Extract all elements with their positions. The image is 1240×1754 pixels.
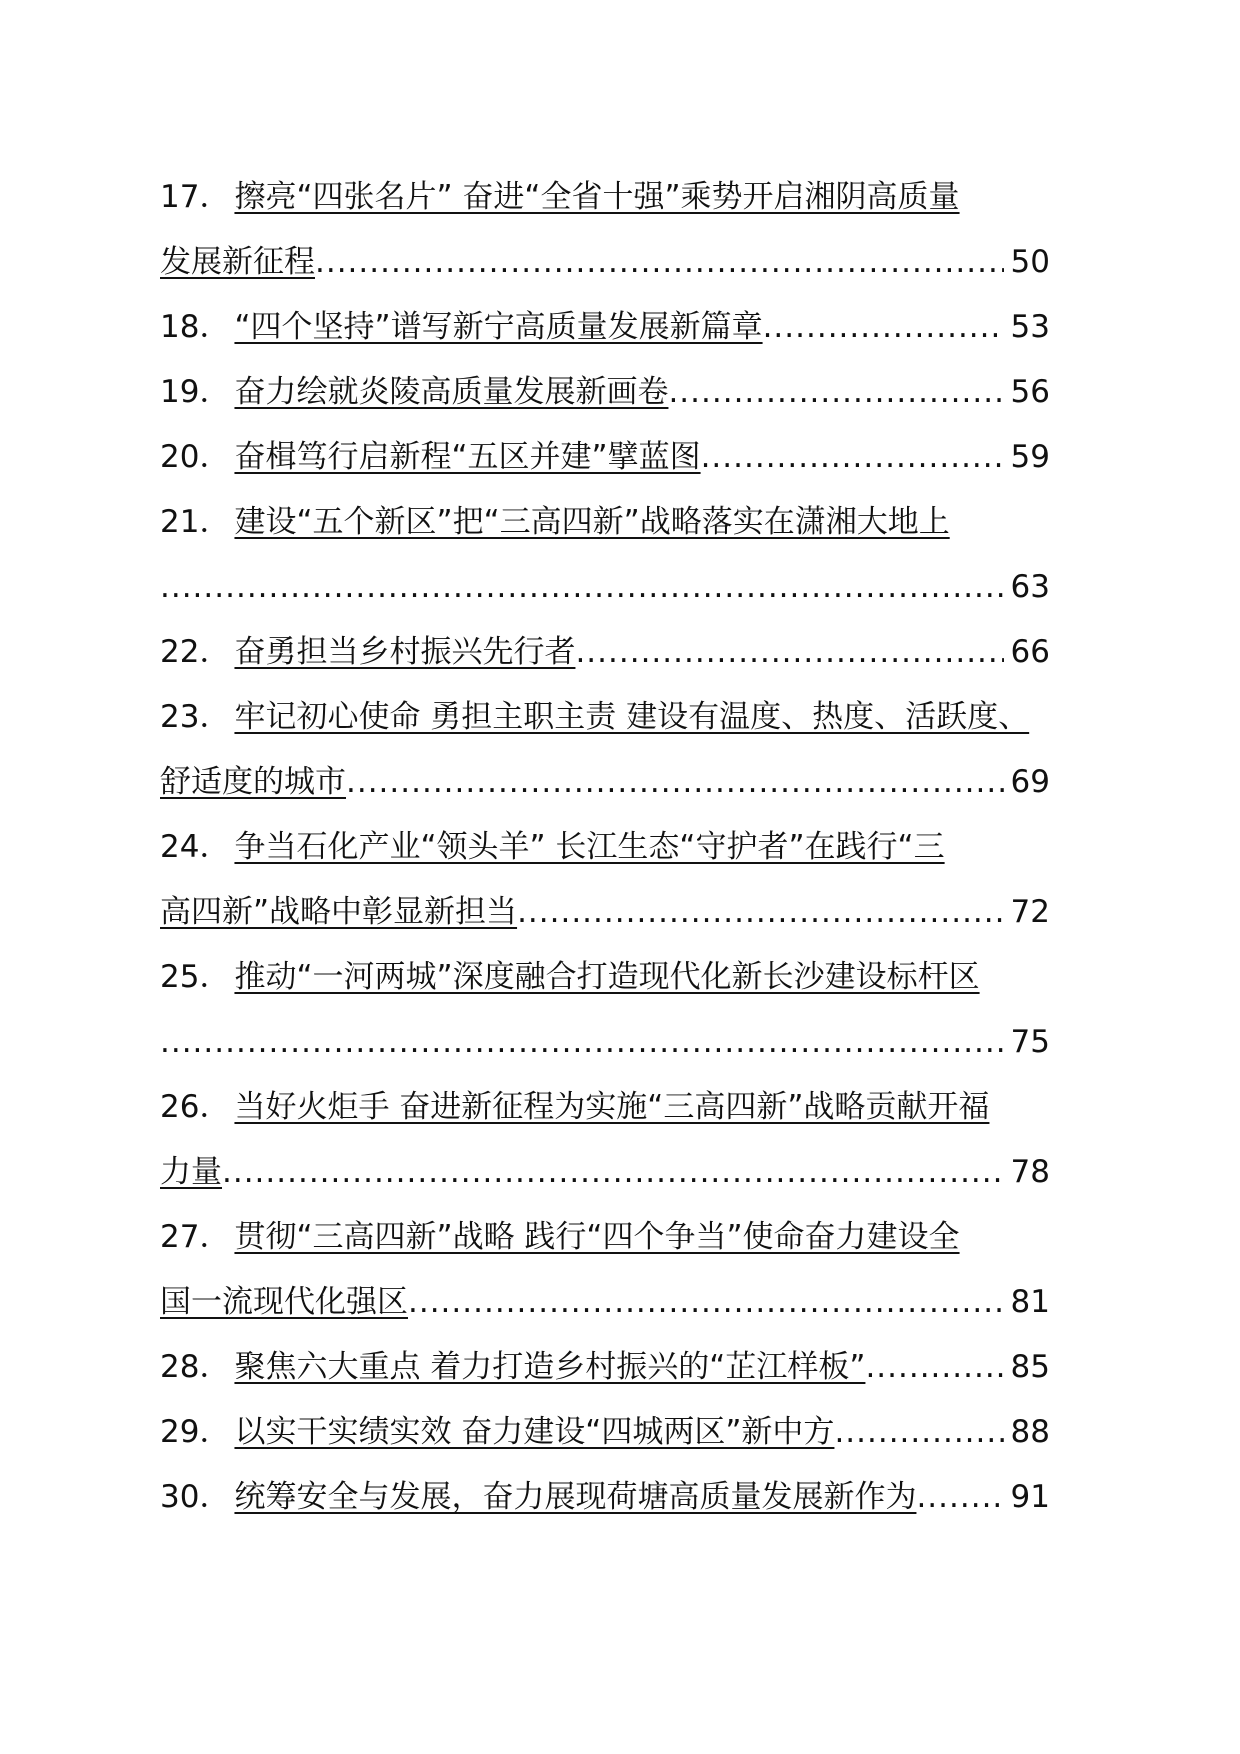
dot-leader <box>763 295 1004 360</box>
toc-entry-line <box>160 230 1050 295</box>
toc-entry-title[interactable]: 当好火炬手 奋进新征程为实施“三高四新”战略贡献开福 <box>234 1089 990 1125</box>
toc-entry-title[interactable]: 聚焦六大重点 着力打造乡村振兴的“芷江样板” <box>234 1349 866 1385</box>
toc-entry-line <box>160 295 1050 360</box>
toc-entry-page: 63 <box>1010 569 1050 605</box>
toc-entry-23[interactable] <box>160 685 1120 815</box>
toc-entry-page: 59 <box>1010 439 1050 475</box>
toc-entry-page: 91 <box>1010 1479 1050 1515</box>
toc-entry-page: 56 <box>1010 374 1050 410</box>
toc-entry-line <box>160 750 1050 815</box>
toc-entry-28[interactable] <box>160 1335 1120 1400</box>
toc-entry-title[interactable]: 奋楫笃行启新程“五区并建”擘蓝图 <box>234 439 701 475</box>
dot-leader <box>834 1400 1004 1465</box>
toc-entry-number: 23． <box>160 699 231 735</box>
toc-entry-line <box>160 685 1120 750</box>
toc-entry-number: 25． <box>160 959 231 995</box>
toc-entry-page: 78 <box>1010 1154 1050 1190</box>
toc-entry-line <box>160 425 1050 490</box>
dot-leader <box>160 1010 1004 1075</box>
dot-leader <box>517 880 1004 945</box>
toc-entry-line <box>160 1465 1050 1530</box>
toc-entry-number: 22． <box>160 634 231 670</box>
dot-leader <box>408 1270 1004 1335</box>
toc-entry-20[interactable] <box>160 425 1120 490</box>
toc-entry-page: 69 <box>1010 764 1050 800</box>
table-of-contents <box>160 165 1120 1530</box>
toc-entry-title[interactable]: 奋勇担当乡村振兴先行者 <box>234 634 576 670</box>
toc-entry-page: 75 <box>1010 1024 1050 1060</box>
toc-entry-number: 19． <box>160 374 231 410</box>
toc-entry-line <box>160 620 1050 685</box>
toc-entry-title[interactable]: 建设“五个新区”把“三高四新”战略落实在潇湘大地上 <box>234 504 950 540</box>
toc-entry-title[interactable]: 以实干实绩实效 奋力建设“四城两区”新中方 <box>234 1414 835 1450</box>
toc-entry-number: 26． <box>160 1089 231 1125</box>
dot-leader <box>222 1140 1004 1205</box>
toc-entry-line <box>160 1335 1050 1400</box>
toc-entry-number: 29． <box>160 1414 231 1450</box>
toc-entry-line <box>160 165 1120 230</box>
toc-entry-line <box>160 1270 1050 1335</box>
toc-entry-line <box>160 1140 1050 1205</box>
toc-entry-line <box>160 360 1050 425</box>
toc-entry-page: 81 <box>1010 1284 1050 1320</box>
dot-leader <box>916 1465 1004 1530</box>
toc-entry-title[interactable]: 贯彻“三高四新”战略 践行“四个争当”使命奋力建设全 <box>234 1219 960 1255</box>
toc-entry-number: 27． <box>160 1219 231 1255</box>
toc-entry-29[interactable] <box>160 1400 1120 1465</box>
toc-entry-number: 17． <box>160 179 231 215</box>
toc-entry-number: 20． <box>160 439 231 475</box>
toc-entry-30[interactable] <box>160 1465 1120 1530</box>
toc-entry-title[interactable]: 奋力绘就炎陵高质量发展新画卷 <box>234 374 669 410</box>
toc-entry-page: 72 <box>1010 894 1050 930</box>
toc-entry-27[interactable] <box>160 1205 1120 1335</box>
dot-leader <box>865 1335 1004 1400</box>
toc-entry-line <box>160 1205 1120 1270</box>
toc-entry-18[interactable] <box>160 295 1120 360</box>
dot-leader <box>701 425 1004 490</box>
toc-entry-number: 24． <box>160 829 231 865</box>
dot-leader <box>315 230 1004 295</box>
toc-entry-26[interactable] <box>160 1075 1120 1205</box>
dot-leader <box>160 555 1004 620</box>
toc-entry-title[interactable]: 争当石化产业“领头羊” 长江生态“守护者”在践行“三 <box>234 829 945 865</box>
toc-entry-line <box>160 555 1050 620</box>
toc-entry-page: 85 <box>1010 1349 1050 1385</box>
toc-entry-title[interactable]: 牢记初心使命 勇担主职主责 建设有温度、热度、活跃度、 <box>234 699 1030 735</box>
toc-entry-line <box>160 880 1050 945</box>
toc-entry-page: 66 <box>1010 634 1050 670</box>
toc-entry-page: 50 <box>1010 244 1050 280</box>
toc-entry-line <box>160 490 1120 555</box>
toc-entry-number: 18． <box>160 309 231 345</box>
toc-entry-title-continued[interactable]: 高四新”战略中彰显新担当 <box>160 894 518 930</box>
toc-entry-line <box>160 1400 1050 1465</box>
dot-leader <box>346 750 1004 815</box>
toc-entry-22[interactable] <box>160 620 1120 685</box>
toc-entry-24[interactable] <box>160 815 1120 945</box>
toc-entry-21[interactable] <box>160 490 1120 620</box>
toc-entry-title-continued[interactable]: 舒适度的城市 <box>160 764 346 800</box>
toc-entry-number: 30． <box>160 1479 231 1515</box>
toc-entry-title-continued[interactable]: 国一流现代化强区 <box>160 1284 408 1320</box>
toc-entry-number: 21． <box>160 504 231 540</box>
toc-entry-line <box>160 1075 1120 1140</box>
toc-entry-page: 53 <box>1010 309 1050 345</box>
toc-entry-19[interactable] <box>160 360 1120 425</box>
dot-leader <box>668 360 1004 425</box>
toc-entry-line <box>160 815 1120 880</box>
toc-entry-title[interactable]: 统筹安全与发展，奋力展现荷塘高质量发展新作为 <box>234 1479 917 1515</box>
toc-entry-title[interactable]: 推动“一河两城”深度融合打造现代化新长沙建设标杆区 <box>234 959 980 995</box>
toc-entry-25[interactable] <box>160 945 1120 1075</box>
toc-entry-title-continued[interactable]: 力量 <box>160 1154 222 1190</box>
toc-entry-title[interactable]: 擦亮“四张名片” 奋进“全省十强”乘势开启湘阴高质量 <box>234 179 960 215</box>
toc-entry-number: 28． <box>160 1349 231 1385</box>
toc-entry-title-continued[interactable]: 发展新征程 <box>160 244 315 280</box>
toc-entry-page: 88 <box>1010 1414 1050 1450</box>
toc-entry-17[interactable] <box>160 165 1120 295</box>
dot-leader <box>575 620 1004 685</box>
toc-entry-title[interactable]: “四个坚持”谱写新宁高质量发展新篇章 <box>234 309 763 345</box>
toc-entry-line <box>160 945 1120 1010</box>
toc-entry-line <box>160 1010 1050 1075</box>
